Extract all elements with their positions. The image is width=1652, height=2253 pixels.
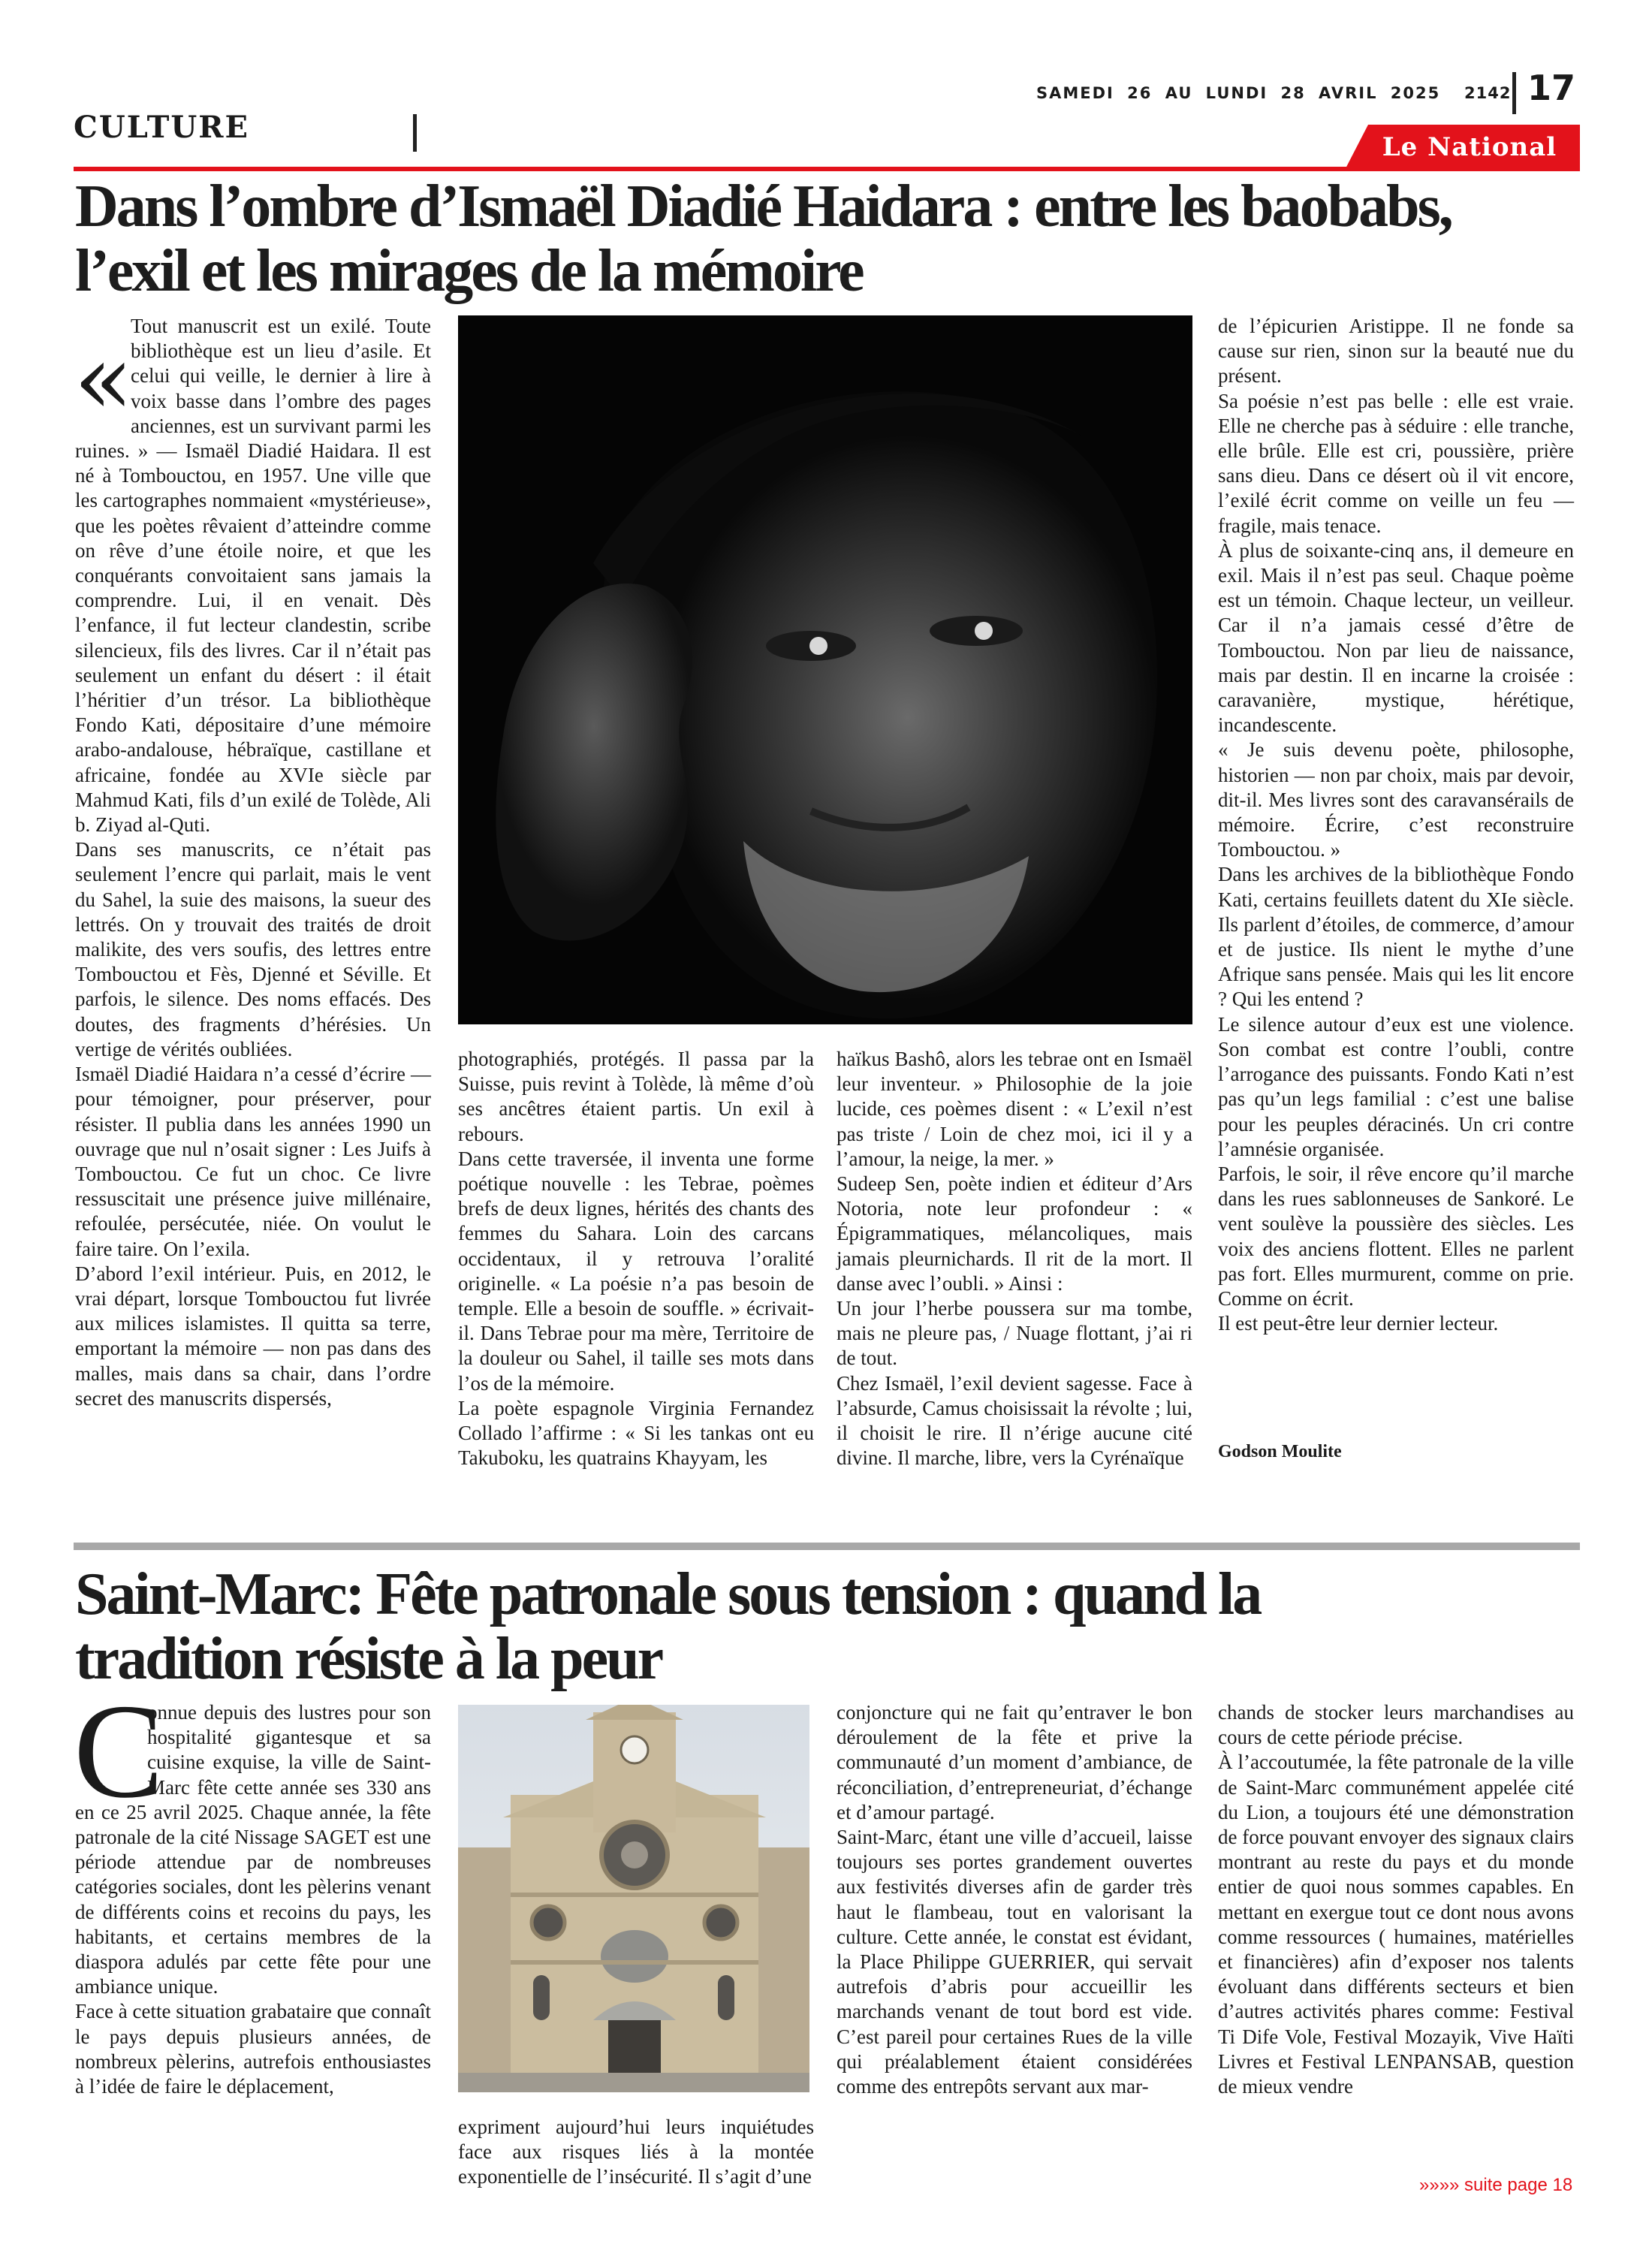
- paragraph: Il est peut-être leur dernier lecteur.: [1218, 1312, 1499, 1335]
- paragraph: photographiés, protégés. Il passa par la Suisse, puis revint à Tolède, là même d’où ses ancêtres étaient partis. Un exil à rebours.: [458, 1048, 814, 1145]
- headline-line: Dans l’ombre d’Ismaël Diadié Haidara : entre les baobabs,: [75, 173, 1452, 240]
- paragraph: « Je suis devenu poète, philosophe, historien — non par choix, mais par devoir, dit-il. Mes livres sont des caravansérails de mémoire. Écrire, c’est reconstruire Tombouctou. »: [1218, 738, 1574, 861]
- paragraph: expriment aujourd’hui leurs inquiétudes face aux risques liés à la montée exponentielle de l’insécurité. Il s’agit d’une: [458, 2116, 814, 2188]
- portrait-photo: [458, 315, 1192, 1024]
- header-rule: [74, 167, 1580, 171]
- church-photo: [458, 1705, 809, 2092]
- article1-column-2: [458, 1047, 814, 1470]
- paragraph: D’abord l’exil intérieur. Puis, en 2012, le vrai départ, lorsque Tombouctou fut livrée aux milices islamistes. Il quitta sa terre, emportant la mémoire — non pas dans des malles, mais dans sa chair, dans l’ordre secret des manuscrits dispersés,: [75, 1262, 431, 1410]
- paragraph: Ismaël Diadié Haidara n’a cessé d’écrire — pour témoigner, pour préserver, pour résister. Il publia dans les années 1990 un ouvrage que nul n’osait signer : Les Juifs à Tombouctou. Ce fut un choc. Ce livre ressuscitait une présence juive millénaire, refoulée, persécutée, niée. On voulut le faire taire. On l’exila.: [75, 1063, 431, 1260]
- paragraph: Face à cette situation grabataire que connaît le pays depuis plusieurs années, de nombreux pèlerins, autrefois enthousiastes à l’idée de faire le déplacement,: [75, 2000, 431, 2098]
- paragraph: Dans ses manuscrits, ce n’était pas seulement l’encre qui parlait, mais le vent du Sahel, la suie des maisons, la sueur des lettrés. On y trouvait des traités de droit malikite, des vers soufis, des lettres entre Tombouctou et Fès, Djenné et Séville. Et parfois, le silence. Des noms effacés. Des doutes, des fragments d’hérésies. Un vertige de vérités oubliées.: [75, 838, 431, 1060]
- paragraph: Le silence autour d’eux est une violence. Son combat est contre l’oubli, contre l’arrogance des puissants. Fondo Kati n’est pas qu’un legs familial : c’est une balise pour les peuples déracinés. Un cri contre l’amnésie organisée.: [1218, 1012, 1574, 1160]
- paragraph: Saint-Marc, étant une ville d’accueil, laisse toujours ses portes grandement ouvertes aux festivités diverses afin de garder très haut le flambeau, tout en valorisant la culture. Cette année, le constat est évidant, la Place Philippe GUERRIER, qui servait autrefois d’abris pour accueillir les marchands venant de tout bord est vide. C’est pareil pour certaines Rues de la ville qui préalablement étaient considérées comme des entrepôts servant aux mar-: [837, 1826, 1192, 2098]
- paragraph: haïkus Bashô, alors les tebrae ont en Ismaël leur inventeur. » Philosophie de la joie lucide, ces poèmes disent : « L’exil n’est pas triste / Loin de chez moi, ici il y a l’amour, la neige, la mer. »: [837, 1048, 1192, 1170]
- quote-spacer: [75, 314, 131, 427]
- article2-headline: [75, 1562, 1584, 1691]
- paragraph: Dans les archives de la bibliothèque Fondo Kati, certains feuillets datent du XIe siècle. Ils parlent d’étoiles, de commerce, d’amour et de justice. Ils nient le mythe d’une Afrique sans pensée. Mais qui les lit encore ? Qui les entend ?: [1218, 863, 1574, 1011]
- paragraph-text: Tout manuscrit est un exilé. Toute bibliothèque est un lieu d’asile. Et celui qui veille, le dernier à lire à voix basse dans l’ombre des pages anciennes, est un survivant parmi les ruines. » — Ismaël Diadié Haidara. Il est né à Tombouctou, en 1957. Une ville que les cartographes nommaient «mystérieuse», que les poètes rêvaient d’atteindre comme on rêve d’une étoile noire, et que les conquérants convoitaient sans jamais la comprendre. Lui, il en venait. Dès l’enfance, il fut lecteur clandestin, scribe silencieux, fils des livres. Car il n’était pas seulement un enfant du désert : il était l’héritier d’un trésor. La bibliothèque Fondo Kati, dépositaire d’une mémoire arabo-andalouse, hébraïque, castillane et africaine, fondée au XVIe siècle par Mahmud Kati, fils d’un exilé de Tolède, Ali b. Ziyad al-Quti.: [75, 315, 431, 837]
- paragraph: Sudeep Sen, poète indien et éditeur d’Ars Notoria, note leur profondeur : « Épigrammatiques, mélancoliques, mais jamais pleurnichards. Il rit de la mort. Il danse avec l’oubli. » Ainsi :: [837, 1172, 1192, 1295]
- article1-column-4: [1218, 314, 1574, 1336]
- paragraph: conjoncture qui ne fait qu’entraver le bon déroulement de la fête et prive la communauté d’un moment d’ambiance, de réconciliation, d’entrepreneuriat, d’échange et d’amour partagé.: [837, 1701, 1192, 1823]
- issue-date: SAMEDI 26 AU LUNDI 28 AVRIL 2025: [1036, 84, 1441, 102]
- headline-line: Saint-Marc: Fête patronale sous tension : quand la: [75, 1561, 1261, 1627]
- section-divider: [413, 114, 417, 152]
- article2-column-2: [458, 2115, 814, 2190]
- issue-number: 2142: [1464, 84, 1512, 102]
- paragraph: À plus de soixante-cinq ans, il demeure en exil. Mais il n’est pas seul. Chaque poème est un témoin. Chaque lecteur, un veilleur. Car il n’a jamais cessé d’être de Tombouctou. Non par lieu de naissance, mais par destin. Il en incarne la croisée : caravanière, mystique, hérétique, incandescente.: [1218, 538, 1574, 737]
- article2-column-1: [74, 1676, 431, 2099]
- paragraph: Parfois, le soir, il rêve encore qu’il marche dans les rues sablonneuses de Sankoré. Le vent soulève la poussière des siècles. Les voix des anciens flottent. Elles ne parlent pas fort. Elles murmurent, comme on prie. Comme on écrit.: [1218, 1162, 1574, 1310]
- paragraph: de l’épicurien Aristippe. Il ne fonde sa cause sur rien, sinon sur la beauté nue du présent.: [1218, 315, 1574, 388]
- article1-headline: [75, 174, 1584, 303]
- header-divider: [1512, 72, 1516, 114]
- paragraph: Dans cette traversée, il inventa une forme poétique nouvelle : les Tebrae, poèmes brefs de deux lignes, hérités des chants des femmes du Sahara. Loin des carcans occidentaux, il y retrouva l’oralité originelle. « La poésie n’a pas besoin de temple. Elle a besoin de souffle. » écrivait-il. Dans Tebrae pour ma mère, Territoire de la douleur ou Sahel, il taille ses mots dans l’os de la mémoire.: [458, 1147, 814, 1395]
- page-number: 17: [1527, 68, 1576, 108]
- paragraph: Chez Ismaël, l’exil devient sagesse. Face à l’absurde, Camus choisissait la révolte ; lui, il choisit le rire. Il n’érige aucune cité divine. Il marche, libre, vers la Cyrénaïque: [837, 1371, 1192, 1470]
- paragraph-text: onnue depuis des lustres pour son hospitalité gigantesque et sa cuisine exquise, la ville de Saint-Marc fête cette année ses 330 ans en ce 25 avril 2025. Chaque année, la fête patronale de la cité Nissage SAGET est une période attendue par de nombreuses catégories sociales, dont les pèlerins venant de différents coins et recoins du pays, les habitants, et certains membres de la diaspora adulés par cette fête pour une ambiance unique.: [75, 1701, 431, 1998]
- continuation-link[interactable]: »»»» suite page 18: [1419, 2175, 1573, 2195]
- article2-column-4: [1218, 1700, 1574, 2099]
- drop-cap: C: [74, 1676, 164, 1826]
- section-title: CULTURE: [74, 110, 249, 145]
- headline-line: tradition résiste à la peur: [75, 1626, 662, 1692]
- article1-column-1: [75, 314, 431, 1411]
- dropcap-spacer: [75, 1700, 147, 1799]
- paragraph: [75, 314, 431, 837]
- paragraph: À l’accoutumée, la fête patronale de la ville de Saint-Marc communément appelée cité du Lion, a toujours été une démonstration de force pouvant envoyer des signaux clairs montrant au reste du pays et du monde entier de quoi nous sommes capables. En mettant en exergue tout ce dont nous avons comme ressources ( humaines, matérielles et financières) afin d’exposer nos talents évoluant dans différents secteurs et bien d’autres activités phares comme: Festival Ti Dife Vole, Festival Mozayik, Vive Haïti Livres et Festival LENPANSAB, question de mieux vendre: [1218, 1751, 1574, 2098]
- headline-line: l’exil et les mirages de la mémoire: [75, 238, 863, 304]
- paragraph: [74, 1676, 431, 1999]
- article-separator: [74, 1543, 1580, 1550]
- paragraph: La poète espagnole Virginia Fernandez Collado l’affirme : « Si les tankas ont eu Takuboku, les quatrains Khayyam, les: [458, 1396, 814, 1470]
- paragraph: Sa poésie n’est pas belle : elle est vraie. Elle ne cherche pas à séduire : elle tranche, elle brûle. Elle est cri, poussière, prière sans dieu. Dans ce désert où il vit encore, l’exilé écrit comme on veille un feu — fragile, mais tenace.: [1218, 389, 1574, 537]
- brand-logo: Le National: [1382, 132, 1557, 162]
- article1-column-3: [837, 1047, 1192, 1470]
- article2-column-3: [837, 1700, 1192, 2099]
- open-quote-mark: «: [74, 322, 134, 436]
- author-byline: Godson Moulite: [1218, 1442, 1342, 1461]
- paragraph: chands de stocker leurs marchandises au cours de cette période précise.: [1218, 1701, 1574, 1749]
- paragraph: Un jour l’herbe poussera sur ma tombe, mais ne pleure pas, / Nuage flottant, j’ai ri de tout.: [837, 1297, 1192, 1370]
